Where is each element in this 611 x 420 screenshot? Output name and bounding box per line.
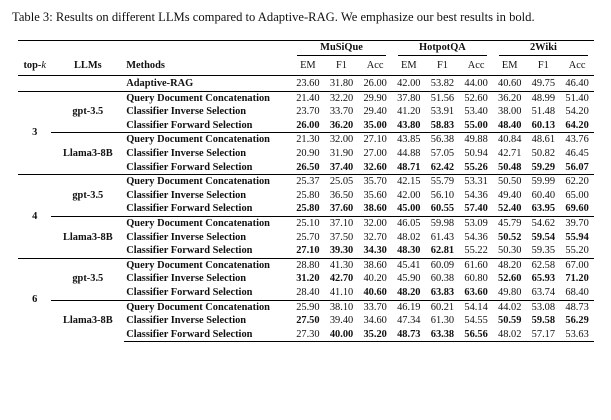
cell: 42.71 (498, 147, 522, 159)
cell: 53.82 (426, 75, 460, 91)
cell: 50.52 (498, 231, 522, 243)
method-label: Classifier Forward Selection (126, 119, 253, 131)
topk-value: 4 (18, 175, 51, 259)
cell: 35.00 (363, 119, 387, 131)
llm-name: Llama3-8B (51, 300, 124, 342)
cell: 23.70 (296, 106, 320, 118)
dataset-musique: MuSiQue (297, 41, 386, 56)
cell: 32.70 (363, 231, 387, 243)
llm-name: gpt-3.5 (51, 91, 124, 133)
cell: 37.40 (329, 161, 354, 173)
cell: 48.61 (527, 133, 561, 147)
cell: 48.73 (560, 300, 594, 314)
cell: 63.38 (426, 328, 460, 342)
cell: 26.00 (296, 119, 320, 131)
cell: 39.40 (329, 315, 354, 327)
cell: 53.31 (459, 175, 493, 189)
cell: 53.40 (464, 106, 488, 118)
header-row-datasets (18, 41, 594, 56)
cell: 57.05 (430, 147, 455, 159)
cell: 59.35 (531, 245, 556, 257)
method-label: Query Document Concatenation (124, 300, 291, 314)
cell: 42.00 (397, 189, 421, 201)
cell: 52.60 (459, 91, 493, 105)
cell: 61.30 (430, 315, 455, 327)
cell: 41.10 (329, 286, 354, 298)
cell: 48.40 (498, 119, 522, 131)
cell: 33.70 (329, 106, 354, 118)
cell: 28.80 (291, 258, 325, 272)
method-label: Query Document Concatenation (124, 91, 291, 105)
header-row-metrics (18, 56, 594, 76)
cell: 27.30 (291, 328, 325, 342)
cell: 25.05 (325, 175, 359, 189)
cell: 41.30 (325, 258, 359, 272)
cell: 38.60 (363, 203, 387, 215)
cell: 58.83 (430, 119, 455, 131)
cell: 34.60 (363, 315, 387, 327)
cell: 40.60 (493, 75, 527, 91)
table-row (18, 133, 594, 147)
cell: 48.71 (397, 161, 421, 173)
cell: 62.81 (430, 245, 455, 257)
table-row (18, 175, 594, 189)
cell: 64.20 (565, 119, 589, 131)
llm-name: gpt-3.5 (51, 175, 124, 217)
cell: 69.60 (565, 203, 589, 215)
cell: 45.79 (493, 216, 527, 230)
cell: 46.40 (560, 75, 594, 91)
cell: 60.09 (426, 258, 460, 272)
cell: 48.73 (392, 328, 426, 342)
method-label: Classifier Forward Selection (124, 328, 291, 342)
cell: 60.13 (531, 119, 556, 131)
cell: 49.75 (527, 75, 561, 91)
cell: 47.34 (397, 315, 421, 327)
cell: 57.40 (464, 203, 488, 215)
metric-em: EM (401, 59, 417, 71)
cell: 36.50 (329, 189, 354, 201)
cell: 35.60 (363, 189, 387, 201)
method-label: Query Document Concatenation (124, 175, 291, 189)
cell: 42.15 (392, 175, 426, 189)
cell: 53.09 (459, 216, 493, 230)
cell: 27.10 (358, 133, 392, 147)
cell: 54.20 (565, 106, 589, 118)
cell: 59.99 (527, 175, 561, 189)
cell: 20.90 (296, 147, 320, 159)
cell: 53.63 (560, 328, 594, 342)
topk-header: top-k (23, 59, 46, 71)
cell: 59.98 (426, 216, 460, 230)
cell: 25.70 (296, 231, 320, 243)
cell: 55.22 (464, 245, 488, 257)
method-label: Adaptive-RAG (124, 75, 291, 91)
cell: 56.56 (459, 328, 493, 342)
cell: 32.20 (325, 91, 359, 105)
cell: 50.59 (498, 315, 522, 327)
method-label: Query Document Concatenation (124, 258, 291, 272)
cell: 60.55 (430, 203, 455, 215)
method-label: Classifier Inverse Selection (126, 231, 247, 243)
method-label: Classifier Forward Selection (126, 245, 253, 257)
cell: 54.55 (464, 315, 488, 327)
cell: 40.00 (325, 328, 359, 342)
cell: 39.70 (560, 216, 594, 230)
cell: 31.80 (325, 75, 359, 91)
cell: 32.00 (325, 133, 359, 147)
cell: 63.95 (531, 203, 556, 215)
cell: 32.60 (363, 161, 387, 173)
cell: 52.40 (498, 203, 522, 215)
cell: 38.10 (325, 300, 359, 314)
cell: 44.00 (459, 75, 493, 91)
cell: 43.80 (397, 119, 421, 131)
results-table (18, 40, 594, 342)
cell: 60.21 (426, 300, 460, 314)
cell: 49.40 (498, 189, 522, 201)
cell: 55.00 (464, 119, 488, 131)
cell: 55.79 (426, 175, 460, 189)
metric-f1: F1 (336, 59, 348, 71)
cell: 68.40 (565, 286, 589, 298)
cell: 31.90 (329, 147, 354, 159)
cell: 23.60 (291, 75, 325, 91)
cell: 56.07 (565, 161, 589, 173)
cell: 59.58 (531, 315, 556, 327)
cell: 65.93 (531, 273, 556, 285)
method-label: Classifier Inverse Selection (126, 189, 247, 201)
cell: 37.50 (329, 231, 354, 243)
cell: 57.17 (527, 328, 561, 342)
cell: 32.00 (358, 216, 392, 230)
cell: 40.84 (493, 133, 527, 147)
cell: 37.10 (325, 216, 359, 230)
metric-em: EM (300, 59, 316, 71)
cell: 31.20 (296, 273, 320, 285)
cell: 45.90 (397, 273, 421, 285)
cell: 48.20 (493, 258, 527, 272)
table-row (18, 258, 594, 272)
cell: 55.26 (464, 161, 488, 173)
cell: 46.19 (392, 300, 426, 314)
llms-header: LLMs (73, 59, 102, 71)
cell: 61.43 (430, 231, 455, 243)
table-row (18, 216, 594, 230)
cell: 39.30 (329, 245, 354, 257)
cell: 56.38 (426, 133, 460, 147)
cell: 38.00 (498, 106, 522, 118)
cell: 62.20 (560, 175, 594, 189)
cell: 50.48 (498, 161, 522, 173)
cell: 25.80 (296, 189, 320, 201)
metric-f1: F1 (436, 59, 448, 71)
cell: 43.76 (560, 133, 594, 147)
dataset-2wiki: 2Wiki (499, 41, 588, 56)
metric-f1: F1 (537, 59, 549, 71)
cell: 37.80 (392, 91, 426, 105)
table-row (18, 300, 594, 314)
cell: 38.60 (358, 258, 392, 272)
cell: 29.90 (358, 91, 392, 105)
method-label: Query Document Concatenation (124, 133, 291, 147)
method-label: Classifier Inverse Selection (126, 315, 247, 327)
metric-acc: Acc (467, 59, 485, 71)
cell: 46.05 (392, 216, 426, 230)
llm-name: Llama3-8B (51, 133, 124, 175)
methods-header: Methods (126, 59, 165, 71)
cell: 55.20 (565, 245, 589, 257)
cell: 63.74 (531, 286, 556, 298)
cell: 48.20 (397, 286, 421, 298)
cell: 62.42 (430, 161, 455, 173)
cell: 62.58 (527, 258, 561, 272)
cell: 33.70 (358, 300, 392, 314)
cell: 27.10 (296, 245, 320, 257)
cell: 54.36 (464, 189, 488, 201)
table-row (18, 91, 594, 105)
llm-name: gpt-3.5 (51, 258, 124, 300)
cell: 51.56 (426, 91, 460, 105)
cell: 41.20 (397, 106, 421, 118)
cell: 27.50 (296, 315, 320, 327)
dataset-hotpotqa: HotpotQA (398, 41, 487, 56)
metric-em: EM (501, 59, 518, 71)
cell: 59.54 (531, 231, 556, 243)
cell: 28.40 (296, 286, 320, 298)
cell: 44.88 (397, 147, 421, 159)
topk-value: 3 (18, 91, 51, 175)
cell: 51.48 (531, 106, 556, 118)
cell: 48.30 (397, 245, 421, 257)
cell: 50.82 (531, 147, 556, 159)
cell: 45.41 (392, 258, 426, 272)
cell: 42.70 (329, 273, 354, 285)
cell: 34.30 (363, 245, 387, 257)
cell: 55.94 (565, 231, 589, 243)
method-label: Classifier Inverse Selection (126, 147, 247, 159)
cell: 56.29 (565, 315, 589, 327)
cell: 71.20 (565, 273, 589, 285)
cell: 60.80 (464, 273, 488, 285)
cell: 36.20 (493, 91, 527, 105)
table-caption: Table 3: Results on different LLMs compared to Adaptive-RAG. We emphasize our best results in bold. (12, 10, 535, 24)
cell: 25.37 (291, 175, 325, 189)
cell: 44.02 (493, 300, 527, 314)
cell: 53.08 (527, 300, 561, 314)
method-label: Query Document Concatenation (124, 216, 291, 230)
metric-acc: Acc (568, 59, 586, 71)
cell: 36.20 (329, 119, 354, 131)
baseline-row (18, 75, 594, 91)
method-label: Classifier Inverse Selection (126, 273, 247, 285)
cell: 65.00 (565, 189, 589, 201)
cell: 63.60 (464, 286, 488, 298)
method-label: Classifier Forward Selection (126, 161, 253, 173)
cell: 21.40 (291, 91, 325, 105)
method-label: Classifier Inverse Selection (126, 106, 247, 118)
cell: 50.50 (493, 175, 527, 189)
cell: 37.60 (329, 203, 354, 215)
cell: 25.10 (291, 216, 325, 230)
cell: 45.00 (397, 203, 421, 215)
cell: 46.45 (565, 147, 589, 159)
cell: 50.30 (498, 245, 522, 257)
cell: 49.88 (459, 133, 493, 147)
cell: 54.14 (459, 300, 493, 314)
cell: 60.40 (531, 189, 556, 201)
cell: 67.00 (560, 258, 594, 272)
cell: 53.91 (430, 106, 455, 118)
cell: 49.80 (498, 286, 522, 298)
cell: 56.10 (430, 189, 455, 201)
cell: 43.85 (392, 133, 426, 147)
cell: 25.90 (291, 300, 325, 314)
cell: 25.80 (296, 203, 320, 215)
cell: 40.60 (363, 286, 387, 298)
cell: 50.94 (464, 147, 488, 159)
topk-value: 6 (18, 258, 51, 342)
cell: 42.00 (392, 75, 426, 91)
cell: 60.38 (430, 273, 455, 285)
cell: 63.83 (430, 286, 455, 298)
cell: 51.40 (560, 91, 594, 105)
llm-name: Llama3-8B (51, 216, 124, 258)
cell: 52.60 (498, 273, 522, 285)
cell: 59.29 (531, 161, 556, 173)
cell: 48.02 (397, 231, 421, 243)
cell: 35.70 (358, 175, 392, 189)
metric-acc: Acc (366, 59, 384, 71)
cell: 61.60 (459, 258, 493, 272)
cell: 29.40 (363, 106, 387, 118)
cell: 27.00 (363, 147, 387, 159)
method-label: Classifier Forward Selection (126, 286, 253, 298)
cell: 35.20 (358, 328, 392, 342)
cell: 48.99 (527, 91, 561, 105)
cell: 54.62 (527, 216, 561, 230)
cell: 54.36 (464, 231, 488, 243)
method-label: Classifier Forward Selection (126, 203, 253, 215)
cell: 26.50 (296, 161, 320, 173)
cell: 26.00 (358, 75, 392, 91)
cell: 21.30 (291, 133, 325, 147)
table-body (18, 75, 594, 342)
cell: 48.02 (493, 328, 527, 342)
cell: 40.20 (363, 273, 387, 285)
